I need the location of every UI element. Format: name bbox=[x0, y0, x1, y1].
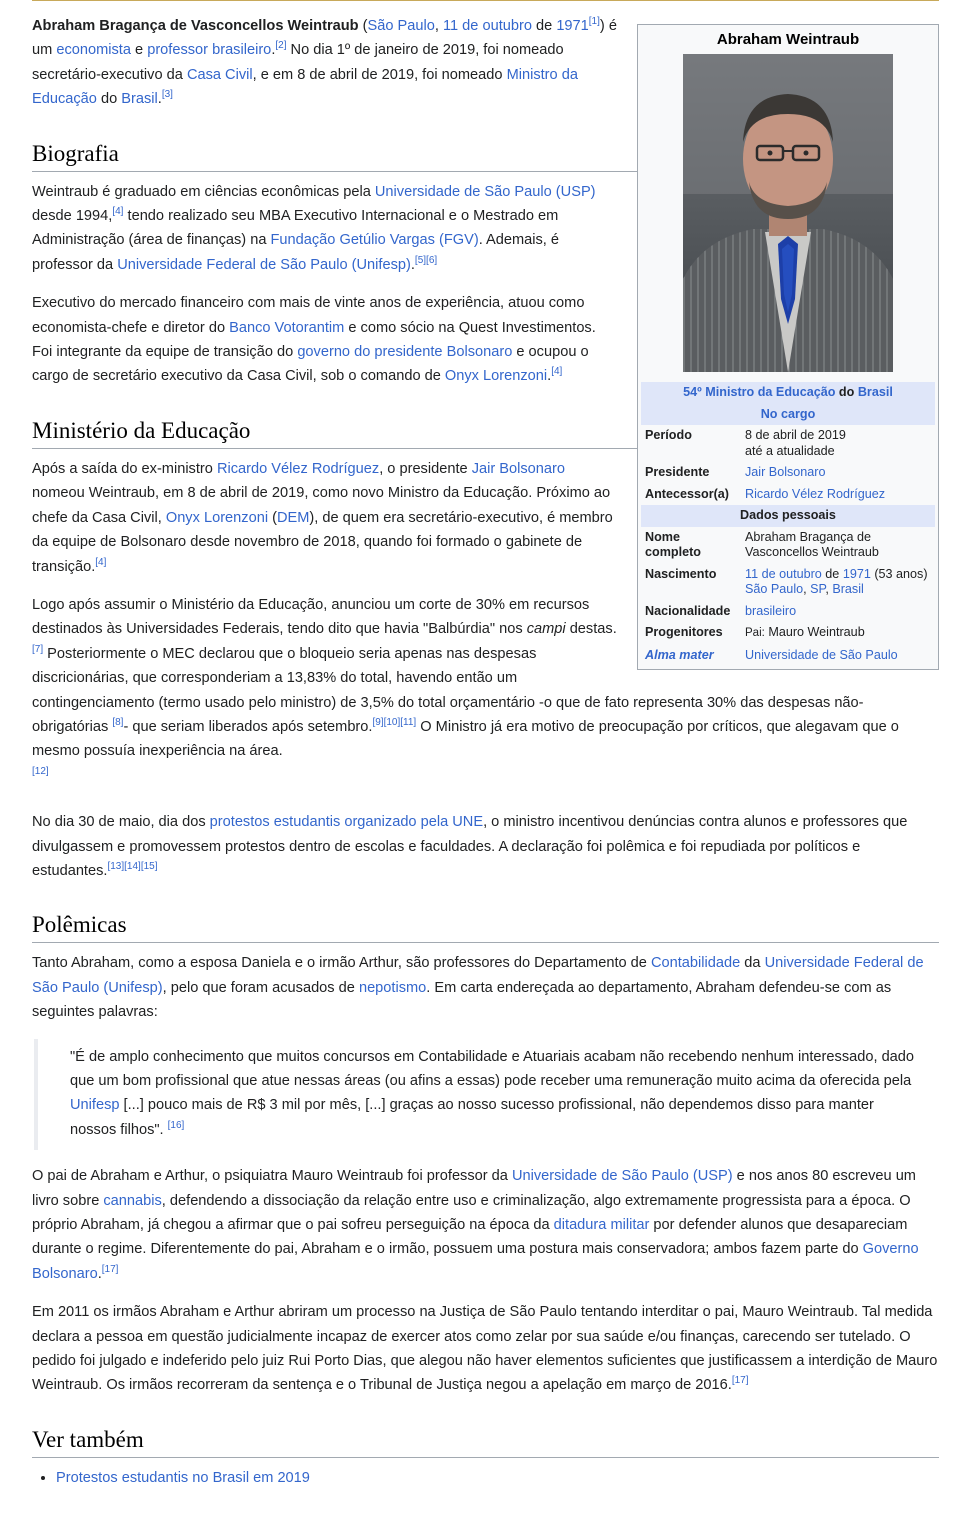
polemicas-paragraph-1 bbox=[32, 951, 939, 1024]
link-casa-civil[interactable]: Casa Civil bbox=[186, 66, 253, 83]
subject-name: Abraham Bragança de Vasconcellos Weintraub bbox=[32, 18, 359, 34]
text: de bbox=[531, 18, 557, 34]
heading-ministerio: Ministério da Educação bbox=[32, 417, 939, 449]
text: ( bbox=[268, 509, 277, 526]
text: O pai de Abraham e Arthur, o psiquiatra Mauro Weintraub foi professor da bbox=[32, 1168, 512, 1185]
alma-mater-link[interactable]: Universidade de São Paulo bbox=[745, 647, 898, 662]
text: , o presidente bbox=[379, 460, 472, 477]
antecessor-label: Antecessor(a) bbox=[645, 486, 729, 501]
link-unifesp-quote[interactable]: Unifesp bbox=[70, 1097, 120, 1114]
ref-4c[interactable]: [4] bbox=[95, 556, 107, 568]
nasc-de: de bbox=[821, 566, 843, 581]
progenitores-prefix: Pai: bbox=[745, 627, 765, 639]
text: [...] pouco mais de R$ 3 mil por mês, [...] graças ao nosso sucesso profissional, não dependemos disso para manter nossos filhos". bbox=[70, 1097, 874, 1138]
quote-block bbox=[34, 1039, 939, 1151]
link-ministro[interactable]: Ministro da Educação bbox=[32, 66, 578, 108]
article-content bbox=[32, 14, 939, 1490]
ref-17b[interactable]: [17] bbox=[731, 1375, 749, 1387]
nascimento-label: Nascimento bbox=[645, 566, 717, 581]
text: e bbox=[130, 42, 148, 59]
text: destas. bbox=[565, 621, 617, 638]
link-unifesp[interactable]: Universidade Federal de São Paulo (Unifesp) bbox=[117, 256, 411, 273]
presidente-label: Presidente bbox=[645, 465, 710, 479]
polemicas-paragraph-2 bbox=[32, 1164, 939, 1286]
nasc-age: (53 anos) bbox=[870, 566, 928, 581]
nasc-year-link[interactable]: 1971 bbox=[842, 566, 871, 581]
ref-9-10-11[interactable]: [9][10][11] bbox=[372, 717, 417, 729]
periodo-line2: até a atualidade bbox=[745, 443, 835, 458]
link-jair[interactable]: Jair Bolsonaro bbox=[471, 460, 565, 477]
portrait-photo[interactable] bbox=[683, 54, 893, 372]
list-item bbox=[56, 1466, 939, 1490]
office-country-link[interactable]: Brasil bbox=[857, 385, 893, 399]
text: tendo realizado seu MBA Executivo Internacional e o Mestrado em Administração (área de finanças) na bbox=[32, 208, 559, 249]
text: desde 1994, bbox=[32, 208, 113, 225]
text: . bbox=[410, 256, 415, 273]
periodo-value bbox=[741, 425, 935, 462]
text: . Ademais, é professor da bbox=[32, 232, 560, 273]
nascimento-value: 11 de outubro de 1971 (53 anos) São Paulo, SP, Brasil bbox=[745, 566, 928, 596]
nacionalidade-link[interactable]: brasileiro bbox=[745, 603, 797, 618]
link-cannabis[interactable]: cannabis bbox=[103, 1192, 162, 1209]
mec-paragraph-3 bbox=[32, 810, 939, 883]
text: "É de amplo conhecimento que muitos concursos em Contabilidade e Atuariais acabam não recebendo nenhum interessado, dado que um bom profissional que atue nessas áreas (ou afins a essas) pode receber uma remuneração muito acima da oferecida pela bbox=[70, 1048, 915, 1089]
periodo-line1: 8 de abril de 2019 bbox=[745, 428, 846, 442]
polemicas-paragraph-3 bbox=[32, 1300, 939, 1398]
heading-polemicas: Polêmicas bbox=[32, 911, 939, 943]
infobox bbox=[637, 24, 939, 670]
nacionalidade-label: Nacionalidade bbox=[645, 603, 731, 618]
link-usp-2[interactable]: Universidade de São Paulo (USP) bbox=[511, 1168, 733, 1185]
text: - que seriam liberados após setembro. bbox=[123, 718, 373, 735]
text: O Ministro já era motivo de preocupação por críticos, que alegavam que o mesmo possuía inexperiência na área. bbox=[32, 718, 899, 760]
text: No dia 1º de janeiro de 2019, foi nomeado secretário-executivo da bbox=[32, 42, 564, 83]
link-governo-bolsonaro-2[interactable]: Governo Bolsonaro bbox=[32, 1241, 919, 1282]
presidente-link[interactable]: Jair Bolsonaro bbox=[745, 465, 826, 479]
text: Tanto Abraham, como a esposa Daniela e o irmão Arthur, são professores do Departamento de bbox=[32, 955, 651, 972]
nasc-city-link[interactable]: São Paulo bbox=[745, 582, 804, 596]
periodo-label: Período bbox=[645, 428, 692, 442]
infobox-title: Abraham Weintraub bbox=[716, 31, 860, 48]
see-also-list bbox=[32, 1466, 939, 1490]
text: Posteriormente o MEC declarou que o bloqueio seria apenas nas despesas discricionárias, que corresponderiam a 13,83% do total, havendo então um contingenciamento (termo usado pelo ministro) de 3,5% do total orçamentário -o que de fato representa 30% das despesas não-obrigatórias bbox=[32, 645, 864, 735]
link-protestos-2019[interactable]: Protestos estudantis no Brasil em 2019 bbox=[56, 1469, 310, 1486]
text: Após a saída do ex-ministro bbox=[32, 460, 217, 477]
ref-4b[interactable]: [4] bbox=[551, 366, 563, 378]
text: Em 2011 os irmãos Abraham e Arthur abriram um processo na Justiça de São Paulo tentando interditar o pai, Mauro Weintraub. Tal medida declara a pessoa em questão judicialmente incapaz de exercer atos como zelar por sua saúde e/ou finanças, carecendo ser tutelado. O pedido foi julgado e indeferido pelo juiz Rui Porto Dias, que alegou não haver elementos suficientes que justificassem a interdição de Mauro Weintraub. Os irmãos recorreram da sentença e o Tribunal de Justiça negou a apelação em março de 2016. bbox=[32, 1304, 938, 1394]
link-contabilidade[interactable]: Contabilidade bbox=[650, 955, 741, 972]
ref-5-6[interactable]: [5][6] bbox=[414, 254, 438, 266]
ref-7[interactable]: [7] bbox=[32, 643, 44, 655]
heading-biografia: Biografia bbox=[32, 140, 939, 172]
nasc-country-link[interactable]: Brasil bbox=[832, 582, 864, 596]
text: Weintraub é graduado em ciências econômicas pela bbox=[32, 183, 375, 200]
text: , bbox=[434, 18, 443, 34]
link-professor[interactable]: professor brasileiro bbox=[147, 42, 272, 59]
link-economista[interactable]: economista bbox=[56, 42, 131, 59]
progenitores-value: Mauro Weintraub bbox=[768, 625, 865, 639]
text: , e em 8 de abril de 2019, foi nomeado bbox=[252, 66, 507, 83]
campi-italic: campi bbox=[526, 621, 566, 638]
text: e ocupou o cargo de secretário executivo da Casa Civil, sob o comando de bbox=[32, 344, 589, 385]
office-band bbox=[641, 382, 935, 404]
text: . bbox=[547, 368, 552, 385]
link-brasil[interactable]: Brasil bbox=[121, 91, 158, 108]
text: ) é um bbox=[32, 18, 617, 59]
office-link[interactable]: 54º Ministro da Educação bbox=[683, 385, 836, 399]
office-mid: do bbox=[835, 385, 858, 399]
text: . bbox=[97, 1265, 102, 1282]
ref-13-14-15[interactable]: [13][14][15] bbox=[107, 861, 158, 873]
antecessor-link[interactable]: Ricardo Vélez Rodríguez bbox=[745, 486, 886, 501]
ref-3[interactable]: [3] bbox=[161, 89, 173, 101]
link-protestos-une[interactable]: protestos estudantis organizado pela UNE bbox=[209, 814, 484, 831]
ref-17[interactable]: [17] bbox=[101, 1263, 119, 1275]
ref-8[interactable]: [8] bbox=[112, 717, 124, 729]
text: nomeou Weintraub, em 8 de abril de 2019, como novo Ministro da Educação. Próximo ao chefe da Casa Civil, bbox=[32, 485, 611, 526]
text: , o ministro incentivou denúncias contra alunos e professores que divulgassem e promovessem protestos dentro de escolas e faculdades. A declaração foi polêmica e foi repudiada por políticos e estudantes. bbox=[32, 814, 908, 879]
text: do bbox=[96, 91, 122, 108]
link-ditadura[interactable]: ditadura militar bbox=[553, 1217, 650, 1234]
text: e como sócio na Quest Investimentos. Foi integrante da equipe de transição do bbox=[32, 319, 596, 361]
ref-12[interactable]: [12] bbox=[32, 765, 49, 777]
nome-label: Nome completo bbox=[645, 529, 701, 559]
text: . Em carta endereçada ao departamento, Abraham defendeu-se com as seguintes palavras: bbox=[32, 979, 892, 1021]
text: . bbox=[157, 91, 162, 108]
ref-1[interactable]: [1] bbox=[588, 16, 600, 28]
ref-16[interactable]: [16] bbox=[167, 1119, 185, 1131]
link-dem[interactable]: DEM bbox=[276, 509, 310, 526]
top-border bbox=[32, 0, 939, 1]
link-governo-bolsonaro[interactable]: governo do presidente Bolsonaro bbox=[297, 344, 513, 361]
nome-value: Abraham Bragança de Vasconcellos Weintraub bbox=[745, 529, 879, 559]
text: . bbox=[271, 42, 276, 59]
link-birth-date[interactable]: 11 de outubro bbox=[442, 18, 532, 34]
text: No dia 30 de maio, dia dos bbox=[32, 814, 210, 831]
dados-header: Dados pessoais bbox=[641, 505, 935, 527]
nasc-state-link[interactable]: SP bbox=[810, 582, 826, 596]
nasc-date-link[interactable]: 11 de outubro bbox=[745, 566, 822, 581]
alma-mater-label-link[interactable]: Alma mater bbox=[645, 647, 714, 662]
text: ( bbox=[358, 18, 368, 34]
link-velez[interactable]: Ricardo Vélez Rodríguez bbox=[216, 460, 380, 477]
text: Logo após assumir o Ministério da Educação, anunciou um corte de 30% em recursos destinados às Universidades Federais, tendo dito que havia "Balbúrdia" nos bbox=[32, 596, 590, 638]
text: da bbox=[740, 955, 765, 972]
text: ), de quem era secretário-executivo, é membro da equipe de Bolsonaro desde novembro de 2018, quando foi formado o gabinete de transição. bbox=[32, 509, 613, 575]
link-fgv[interactable]: Fundação Getúlio Vargas (FGV) bbox=[270, 232, 479, 249]
heading-ver-tambem: Ver também bbox=[32, 1426, 939, 1458]
status-band: No cargo bbox=[641, 404, 935, 426]
text: , defendendo a dissociação da relação entre uso e criminalização, algo extremamente progressista para a época. O próprio Abraham, já chegou a afirmar que o pai sofreu perseguição na época da bbox=[32, 1192, 911, 1234]
link-birth-year[interactable]: 1971 bbox=[556, 18, 589, 34]
progenitores-label: Progenitores bbox=[645, 625, 723, 639]
ref-4[interactable]: [4] bbox=[112, 206, 124, 218]
link-onyx[interactable]: Onyx Lorenzoni bbox=[444, 368, 548, 385]
text: , pelo que foram acusados de bbox=[162, 979, 359, 996]
link-votorantim[interactable]: Banco Votorantim bbox=[229, 319, 345, 336]
link-onyx-2[interactable]: Onyx Lorenzoni bbox=[165, 509, 269, 526]
text: Executivo do mercado financeiro com mais de vinte anos de experiência, atuou como economista-chefe e diretor do bbox=[32, 295, 585, 336]
link-unifesp-2[interactable]: Universidade Federal de São Paulo (Unifesp) bbox=[32, 955, 924, 996]
ref-2[interactable]: [2] bbox=[275, 40, 287, 52]
link-usp[interactable]: Universidade de São Paulo (USP) bbox=[374, 183, 596, 200]
text: por defender alunos que desapareciam durante o regime. Diferentemente do pai, Abraham e o irmão, possuem uma postura mais conservadora; ambos fazem parte do bbox=[32, 1217, 908, 1258]
link-sao-paulo[interactable]: São Paulo bbox=[367, 18, 435, 34]
link-nepotismo[interactable]: nepotismo bbox=[358, 979, 427, 996]
text: e nos anos 80 escreveu um livro sobre bbox=[32, 1168, 916, 1209]
